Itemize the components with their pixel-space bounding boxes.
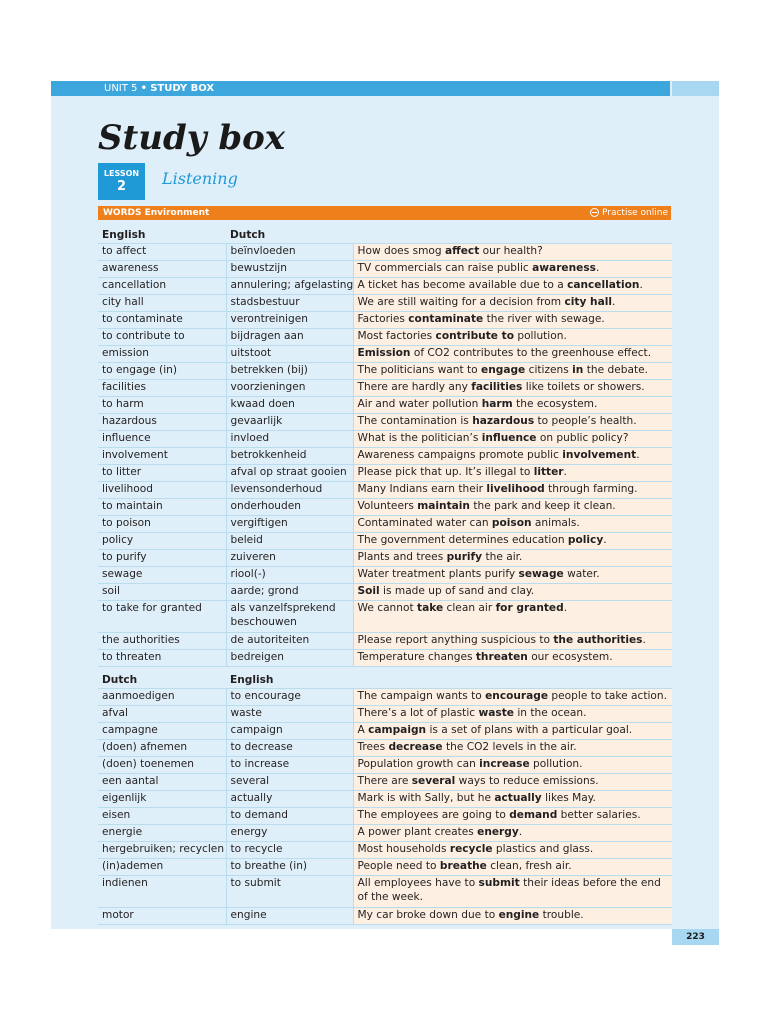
example-text: The government determines education xyxy=(357,534,568,546)
term-cell: livelihood xyxy=(98,482,226,499)
term-cell: (doen) toenemen xyxy=(98,757,226,774)
example-cell xyxy=(353,689,672,706)
column-header: English xyxy=(226,671,353,689)
practise-online-icon xyxy=(590,208,599,217)
table-row xyxy=(98,757,672,774)
table-row xyxy=(98,278,672,295)
table-row xyxy=(98,774,672,791)
example-keyword: involvement xyxy=(562,449,637,461)
example-text: through farming. xyxy=(544,483,638,495)
example-cell xyxy=(353,567,672,584)
table-row xyxy=(98,329,672,346)
table-row xyxy=(98,499,672,516)
example-text: Contaminated water can xyxy=(357,517,492,529)
example-keyword: city hall xyxy=(564,296,612,308)
column-header: English xyxy=(98,226,226,244)
example-keyword: threaten xyxy=(475,651,528,663)
practise-online-label: Practise online xyxy=(601,208,668,218)
example-text: How does smog xyxy=(357,245,446,257)
term-cell: influence xyxy=(98,431,226,448)
term-cell: to purify xyxy=(98,550,226,567)
table-row xyxy=(98,842,672,859)
table-row xyxy=(98,808,672,825)
example-text: is a set of plans with a particular goal. xyxy=(426,724,633,736)
table-row xyxy=(98,533,672,550)
term-cell: (doen) afnemen xyxy=(98,740,226,757)
lesson-title: Listening xyxy=(162,169,238,188)
example-text: . xyxy=(563,466,567,478)
term-cell: awareness xyxy=(98,261,226,278)
example-text: better salaries. xyxy=(557,809,641,821)
column-header xyxy=(353,226,672,244)
term-cell: involvement xyxy=(98,448,226,465)
term-cell: emission xyxy=(98,346,226,363)
table-row xyxy=(98,244,672,261)
example-cell xyxy=(353,397,672,414)
term-cell: city hall xyxy=(98,295,226,312)
example-text: Factories xyxy=(357,313,409,325)
table-row xyxy=(98,482,672,499)
translation-cell: bedreigen xyxy=(226,650,353,667)
example-text: A ticket has become available due to a xyxy=(357,279,568,291)
example-cell xyxy=(353,346,672,363)
lesson-number: 2 xyxy=(116,179,127,194)
example-text: . xyxy=(639,279,643,291)
example-text: is made up of sand and clay. xyxy=(379,585,535,597)
example-cell xyxy=(353,278,672,295)
example-text: our health? xyxy=(479,245,543,257)
example-keyword: breathe xyxy=(439,860,487,872)
example-keyword: demand xyxy=(509,809,558,821)
example-cell xyxy=(353,757,672,774)
term-cell: to take for granted xyxy=(98,601,226,633)
term-cell: facilities xyxy=(98,380,226,397)
example-cell xyxy=(353,516,672,533)
example-text: . xyxy=(642,634,646,646)
example-cell xyxy=(353,825,672,842)
table-row xyxy=(98,859,672,876)
example-text: A xyxy=(357,724,369,736)
example-cell xyxy=(353,380,672,397)
example-text: . xyxy=(612,296,616,308)
example-keyword: campaign xyxy=(368,724,427,736)
example-cell xyxy=(353,244,672,261)
translation-cell: uitstoot xyxy=(226,346,353,363)
translation-cell: to encourage xyxy=(226,689,353,706)
example-text: the debate. xyxy=(583,364,648,376)
unit-separator: • xyxy=(140,83,147,94)
example-cell xyxy=(353,774,672,791)
term-cell: aanmoedigen xyxy=(98,689,226,706)
term-cell: hergebruiken; recyclen xyxy=(98,842,226,859)
example-cell xyxy=(353,740,672,757)
term-cell: afval xyxy=(98,706,226,723)
table-row xyxy=(98,650,672,667)
term-cell: campagne xyxy=(98,723,226,740)
table-row xyxy=(98,825,672,842)
example-text: clean, fresh air. xyxy=(486,860,572,872)
table-row xyxy=(98,397,672,414)
lesson-badge xyxy=(98,163,145,200)
example-text: Awareness campaigns promote public xyxy=(357,449,563,461)
translation-cell: to recycle xyxy=(226,842,353,859)
example-text: . xyxy=(603,534,607,546)
example-keyword: sewage xyxy=(518,568,564,580)
example-text: the CO2 levels in the air. xyxy=(442,741,577,753)
term-cell: to maintain xyxy=(98,499,226,516)
example-keyword: several xyxy=(411,775,456,787)
example-text: the air. xyxy=(482,551,523,563)
example-cell xyxy=(353,791,672,808)
example-text: . xyxy=(636,449,640,461)
words-section-bar xyxy=(98,206,671,220)
term-cell: eisen xyxy=(98,808,226,825)
example-text: Most households xyxy=(357,843,450,855)
example-text: We cannot xyxy=(357,602,417,614)
column-header: Dutch xyxy=(98,671,226,689)
table-header-row xyxy=(98,226,672,244)
example-text: plastics and glass. xyxy=(492,843,594,855)
term-cell: een aantal xyxy=(98,774,226,791)
example-text: The politicians want to xyxy=(357,364,482,376)
translation-cell: betrokkenheid xyxy=(226,448,353,465)
table-row xyxy=(98,706,672,723)
translation-cell: onderhouden xyxy=(226,499,353,516)
translation-cell: campaign xyxy=(226,723,353,740)
example-keyword: take xyxy=(417,602,444,614)
example-text: . xyxy=(595,262,600,274)
example-keyword: engine xyxy=(498,909,540,921)
translation-cell: annulering; afgelasting xyxy=(226,278,353,295)
example-cell xyxy=(353,312,672,329)
example-text: TV commercials can raise public xyxy=(357,262,533,274)
page-number: 223 xyxy=(672,929,719,945)
example-text: Volunteers xyxy=(357,500,418,512)
example-keyword: recycle xyxy=(449,843,493,855)
example-cell xyxy=(353,876,672,908)
example-keyword: energy xyxy=(477,826,519,838)
example-text: pollution. xyxy=(529,758,583,770)
table-row xyxy=(98,723,672,740)
translation-cell: afval op straat gooien xyxy=(226,465,353,482)
translation-cell: kwaad doen xyxy=(226,397,353,414)
example-cell xyxy=(353,601,672,633)
table-row xyxy=(98,465,672,482)
column-header: Dutch xyxy=(226,226,353,244)
term-cell: to contribute to xyxy=(98,329,226,346)
example-keyword: Soil xyxy=(357,585,380,597)
table-row xyxy=(98,633,672,650)
example-keyword: cancellation xyxy=(567,279,640,291)
example-keyword: encourage xyxy=(485,690,549,702)
table-row xyxy=(98,791,672,808)
table-row xyxy=(98,876,672,908)
example-text: Please report anything suspicious to xyxy=(357,634,554,646)
unit-label: UNIT 5 xyxy=(104,83,138,94)
example-keyword: Emission xyxy=(357,347,411,359)
translation-cell: to submit xyxy=(226,876,353,908)
term-cell: eigenlijk xyxy=(98,791,226,808)
example-cell xyxy=(353,431,672,448)
example-keyword: the authorities xyxy=(553,634,643,646)
example-text: animals. xyxy=(531,517,580,529)
example-cell xyxy=(353,465,672,482)
example-text: the river with sewage. xyxy=(483,313,605,325)
example-text: ways to reduce emissions. xyxy=(455,775,599,787)
example-text: The employees are going to xyxy=(357,809,510,821)
term-cell: motor xyxy=(98,908,226,925)
example-keyword: poison xyxy=(491,517,532,529)
example-keyword: waste xyxy=(478,707,514,719)
example-cell xyxy=(353,706,672,723)
example-cell xyxy=(353,533,672,550)
example-text: Plants and trees xyxy=(357,551,447,563)
translation-cell: bijdragen aan xyxy=(226,329,353,346)
translation-cell: levensonderhoud xyxy=(226,482,353,499)
table-row xyxy=(98,584,672,601)
table-row xyxy=(98,261,672,278)
term-cell: (in)ademen xyxy=(98,859,226,876)
table-row xyxy=(98,431,672,448)
translation-cell: waste xyxy=(226,706,353,723)
translation-cell: vergiftigen xyxy=(226,516,353,533)
table-row xyxy=(98,550,672,567)
example-cell xyxy=(353,499,672,516)
unit-header-bar xyxy=(51,81,670,96)
term-cell: soil xyxy=(98,584,226,601)
translation-cell: several xyxy=(226,774,353,791)
translation-cell: gevaarlijk xyxy=(226,414,353,431)
term-cell: cancellation xyxy=(98,278,226,295)
term-cell: policy xyxy=(98,533,226,550)
example-cell xyxy=(353,550,672,567)
example-cell xyxy=(353,295,672,312)
example-text: to people’s health. xyxy=(534,415,637,427)
table-row xyxy=(98,689,672,706)
translation-cell: de autoriteiten xyxy=(226,633,353,650)
translation-cell: invloed xyxy=(226,431,353,448)
example-keyword: harm xyxy=(481,398,513,410)
translation-cell: to breathe (in) xyxy=(226,859,353,876)
example-text: A power plant creates xyxy=(357,826,478,838)
table-row xyxy=(98,601,672,633)
example-keyword: awareness xyxy=(532,262,596,274)
example-keyword: livelihood xyxy=(486,483,545,495)
section-label: STUDY BOX xyxy=(150,83,215,94)
example-keyword: litter xyxy=(533,466,564,478)
translation-cell: engine xyxy=(226,908,353,925)
translation-cell: zuiveren xyxy=(226,550,353,567)
translation-cell: als vanzelfsprekend beschouwen xyxy=(226,601,353,633)
translation-cell: aarde; grond xyxy=(226,584,353,601)
table-row xyxy=(98,312,672,329)
example-text: . xyxy=(563,602,568,614)
example-text: Water treatment plants purify xyxy=(357,568,519,580)
example-text: people to take action. xyxy=(548,690,667,702)
example-text: People need to xyxy=(357,860,440,872)
example-keyword: decrease xyxy=(388,741,443,753)
example-keyword: maintain xyxy=(417,500,470,512)
table-row xyxy=(98,908,672,925)
example-cell xyxy=(353,808,672,825)
example-text: Please pick that up. It’s illegal to xyxy=(357,466,534,478)
table-row xyxy=(98,346,672,363)
column-header xyxy=(353,671,672,689)
example-keyword: affect xyxy=(445,245,480,257)
translation-cell: to increase xyxy=(226,757,353,774)
term-cell: energie xyxy=(98,825,226,842)
example-text: There’s a lot of plastic xyxy=(357,707,479,719)
translation-cell: to decrease xyxy=(226,740,353,757)
example-keyword: facilities xyxy=(471,381,523,393)
example-text: likes May. xyxy=(541,792,596,804)
example-cell xyxy=(353,584,672,601)
example-cell xyxy=(353,723,672,740)
example-cell xyxy=(353,842,672,859)
term-cell: to engage (in) xyxy=(98,363,226,380)
example-cell xyxy=(353,414,672,431)
example-text: our ecosystem. xyxy=(527,651,613,663)
translation-cell: verontreinigen xyxy=(226,312,353,329)
example-text: citizens xyxy=(525,364,573,376)
example-keyword: contaminate xyxy=(408,313,484,325)
example-keyword: actually xyxy=(494,792,542,804)
example-keyword: purify xyxy=(446,551,483,563)
translation-cell: actually xyxy=(226,791,353,808)
header-bar-end xyxy=(672,81,719,96)
example-text: trouble. xyxy=(539,909,584,921)
table-row xyxy=(98,414,672,431)
example-cell xyxy=(353,448,672,465)
table-row xyxy=(98,363,672,380)
example-cell xyxy=(353,859,672,876)
example-text: of CO2 contributes to the greenhouse effect. xyxy=(410,347,652,359)
term-cell: hazardous xyxy=(98,414,226,431)
table-row xyxy=(98,567,672,584)
example-cell xyxy=(353,261,672,278)
example-cell xyxy=(353,482,672,499)
translation-cell: voorzieningen xyxy=(226,380,353,397)
table-row xyxy=(98,740,672,757)
example-text: the ecosystem. xyxy=(512,398,598,410)
term-cell: sewage xyxy=(98,567,226,584)
example-text: water. xyxy=(563,568,600,580)
example-cell xyxy=(353,650,672,667)
translation-cell: stadsbestuur xyxy=(226,295,353,312)
translation-cell: beïnvloeden xyxy=(226,244,353,261)
example-keyword: contribute to xyxy=(435,330,514,342)
example-text: their ideas before the end of the week. xyxy=(357,877,661,903)
page-title: Study box xyxy=(98,118,286,158)
example-text: Mark is with Sally, but he xyxy=(357,792,495,804)
translation-cell: beleid xyxy=(226,533,353,550)
example-text: . xyxy=(518,826,523,838)
term-cell: indienen xyxy=(98,876,226,908)
vocab-table-english-dutch xyxy=(98,226,672,667)
translation-cell: to demand xyxy=(226,808,353,825)
example-text: Temperature changes xyxy=(357,651,476,663)
example-text: Most factories xyxy=(357,330,436,342)
table-row xyxy=(98,516,672,533)
example-text: pollution. xyxy=(513,330,567,342)
translation-cell: betrekken (bij) xyxy=(226,363,353,380)
example-keyword: hazardous xyxy=(472,415,535,427)
example-text: clean air xyxy=(443,602,496,614)
translation-cell: bewustzijn xyxy=(226,261,353,278)
term-cell: to litter xyxy=(98,465,226,482)
example-keyword: policy xyxy=(567,534,604,546)
vocab-table-dutch-english xyxy=(98,671,672,925)
table-row xyxy=(98,295,672,312)
example-text: Many Indians earn their xyxy=(357,483,487,495)
term-cell: to affect xyxy=(98,244,226,261)
example-keyword: submit xyxy=(478,877,520,889)
example-cell xyxy=(353,633,672,650)
words-section-label: WORDS Environment xyxy=(103,208,210,218)
example-text: the park and keep it clean. xyxy=(469,500,616,512)
table-row xyxy=(98,448,672,465)
term-cell: the authorities xyxy=(98,633,226,650)
term-cell: to poison xyxy=(98,516,226,533)
translation-cell: riool(-) xyxy=(226,567,353,584)
example-text: There are xyxy=(357,775,412,787)
example-text: Air and water pollution xyxy=(357,398,482,410)
table-header-row xyxy=(98,671,672,689)
example-keyword: in xyxy=(572,364,584,376)
example-text: There are hardly any xyxy=(357,381,472,393)
example-keyword: for granted xyxy=(495,602,564,614)
example-text: What is the politician’s xyxy=(357,432,482,444)
example-text: Trees xyxy=(357,741,389,753)
lesson-label: LESSON xyxy=(103,169,140,178)
term-cell: to threaten xyxy=(98,650,226,667)
term-cell: to harm xyxy=(98,397,226,414)
translation-cell: energy xyxy=(226,825,353,842)
example-text: All employees have to xyxy=(357,877,479,889)
example-keyword: influence xyxy=(481,432,537,444)
example-text: like toilets or showers. xyxy=(522,381,645,393)
example-text: on public policy? xyxy=(536,432,629,444)
example-cell xyxy=(353,329,672,346)
example-text: The contamination is xyxy=(357,415,473,427)
example-cell xyxy=(353,363,672,380)
example-keyword: engage xyxy=(481,364,526,376)
example-text: My car broke down due to xyxy=(357,909,499,921)
example-text: The campaign wants to xyxy=(357,690,486,702)
table-row xyxy=(98,380,672,397)
term-cell: to contaminate xyxy=(98,312,226,329)
practise-online-link[interactable] xyxy=(590,206,668,220)
example-text: We are still waiting for a decision from xyxy=(357,296,565,308)
example-cell xyxy=(353,908,672,925)
example-text: in the ocean. xyxy=(513,707,587,719)
example-text: Population growth can xyxy=(357,758,480,770)
example-keyword: increase xyxy=(479,758,530,770)
